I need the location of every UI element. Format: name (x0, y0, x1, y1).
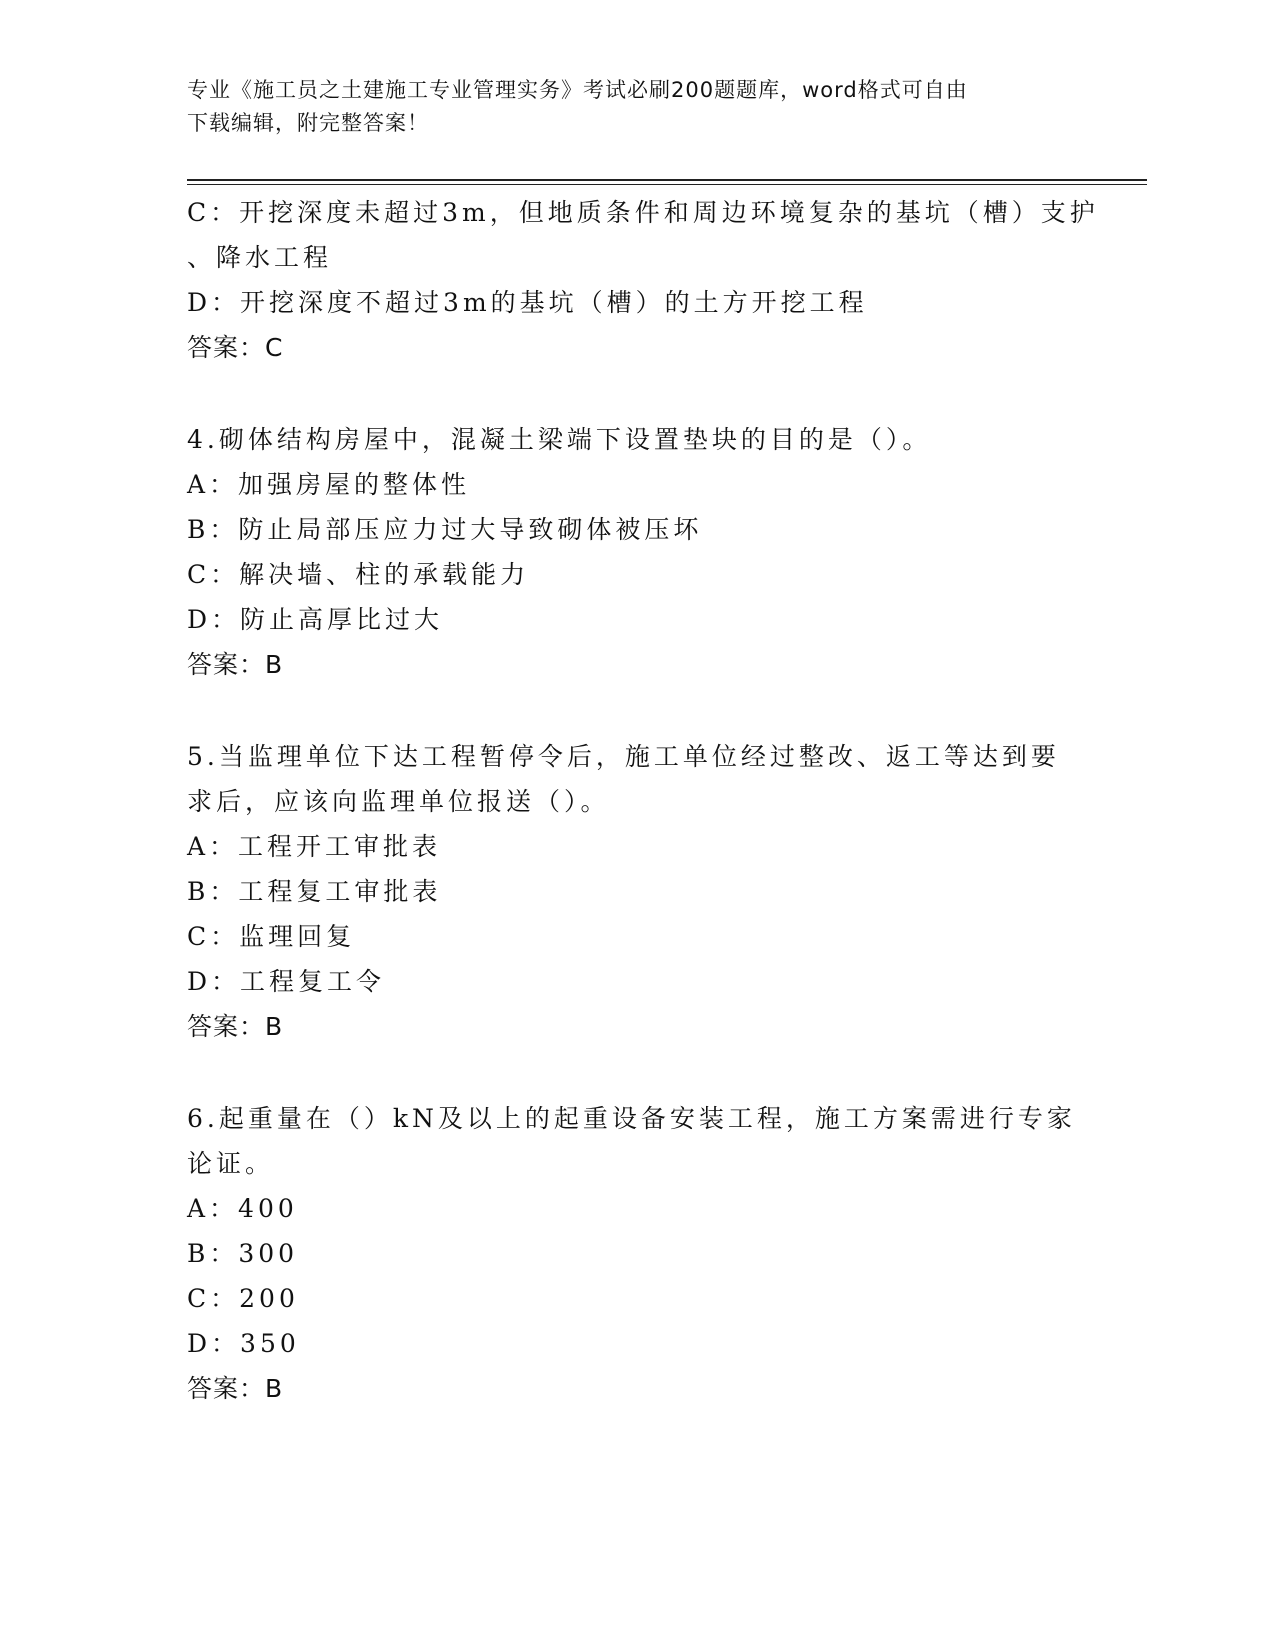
question-text-line-1: 6.起重量在（）kN及以上的起重设备安装工程，施工方案需进行专家 (187, 1104, 1076, 1133)
question-text-line-2: 论证。 (187, 1149, 275, 1178)
option-c-line-2: 、降水工程 (187, 243, 333, 272)
header-line-1: 专业《施工员之土建施工专业管理实务》考试必刷200题题库，word格式可自由 (187, 78, 968, 102)
answer: 答案：B (187, 1374, 284, 1403)
question-text-line-2: 求后，应该向监理单位报送（）。 (187, 787, 610, 816)
question-5 (187, 734, 1087, 1049)
question-text-line-1: 5.当监理单位下达工程暂停令后，施工单位经过整改、返工等达到要 (187, 742, 1060, 771)
header-line-2: 下载编辑，附完整答案！ (187, 111, 429, 135)
spacer (187, 1049, 1087, 1096)
option-d: D：工程复工令 (187, 967, 386, 996)
option-b: B：300 (187, 1239, 299, 1268)
question-3-tail (187, 190, 1099, 370)
option-b: B：防止局部压应力过大导致砌体被压坏 (187, 515, 703, 544)
option-b: B：工程复工审批表 (187, 877, 442, 906)
answer: 答案：B (187, 1012, 284, 1041)
option-c-line-1: C：开挖深度未超过3m，但地质条件和周边环境复杂的基坑（槽）支护 (187, 198, 1099, 227)
option-a: A：工程开工审批表 (187, 832, 442, 861)
option-a: A：400 (187, 1194, 298, 1223)
spacer (187, 370, 1087, 417)
option-c: C：监理回复 (187, 922, 356, 951)
header-rule-thick (187, 179, 1147, 181)
option-c: C：200 (187, 1284, 299, 1313)
option-d: D：防止高厚比过大 (187, 605, 444, 634)
option-d: D：开挖深度不超过3m的基坑（槽）的土方开挖工程 (187, 288, 868, 317)
question-list (187, 190, 1099, 1411)
answer: 答案：B (187, 650, 284, 679)
header-rule-thin (187, 184, 1147, 185)
answer: 答案：C (187, 333, 284, 362)
question-text: 4.砌体结构房屋中，混凝土梁端下设置垫块的目的是（）。 (187, 425, 932, 454)
option-a: A：加强房屋的整体性 (187, 470, 471, 499)
option-c: C：解决墙、柱的承载能力 (187, 560, 530, 589)
spacer (187, 687, 1087, 734)
document-header (187, 74, 1067, 140)
option-d: D：350 (187, 1329, 300, 1358)
question-6 (187, 1096, 1087, 1411)
question-4 (187, 417, 1087, 687)
